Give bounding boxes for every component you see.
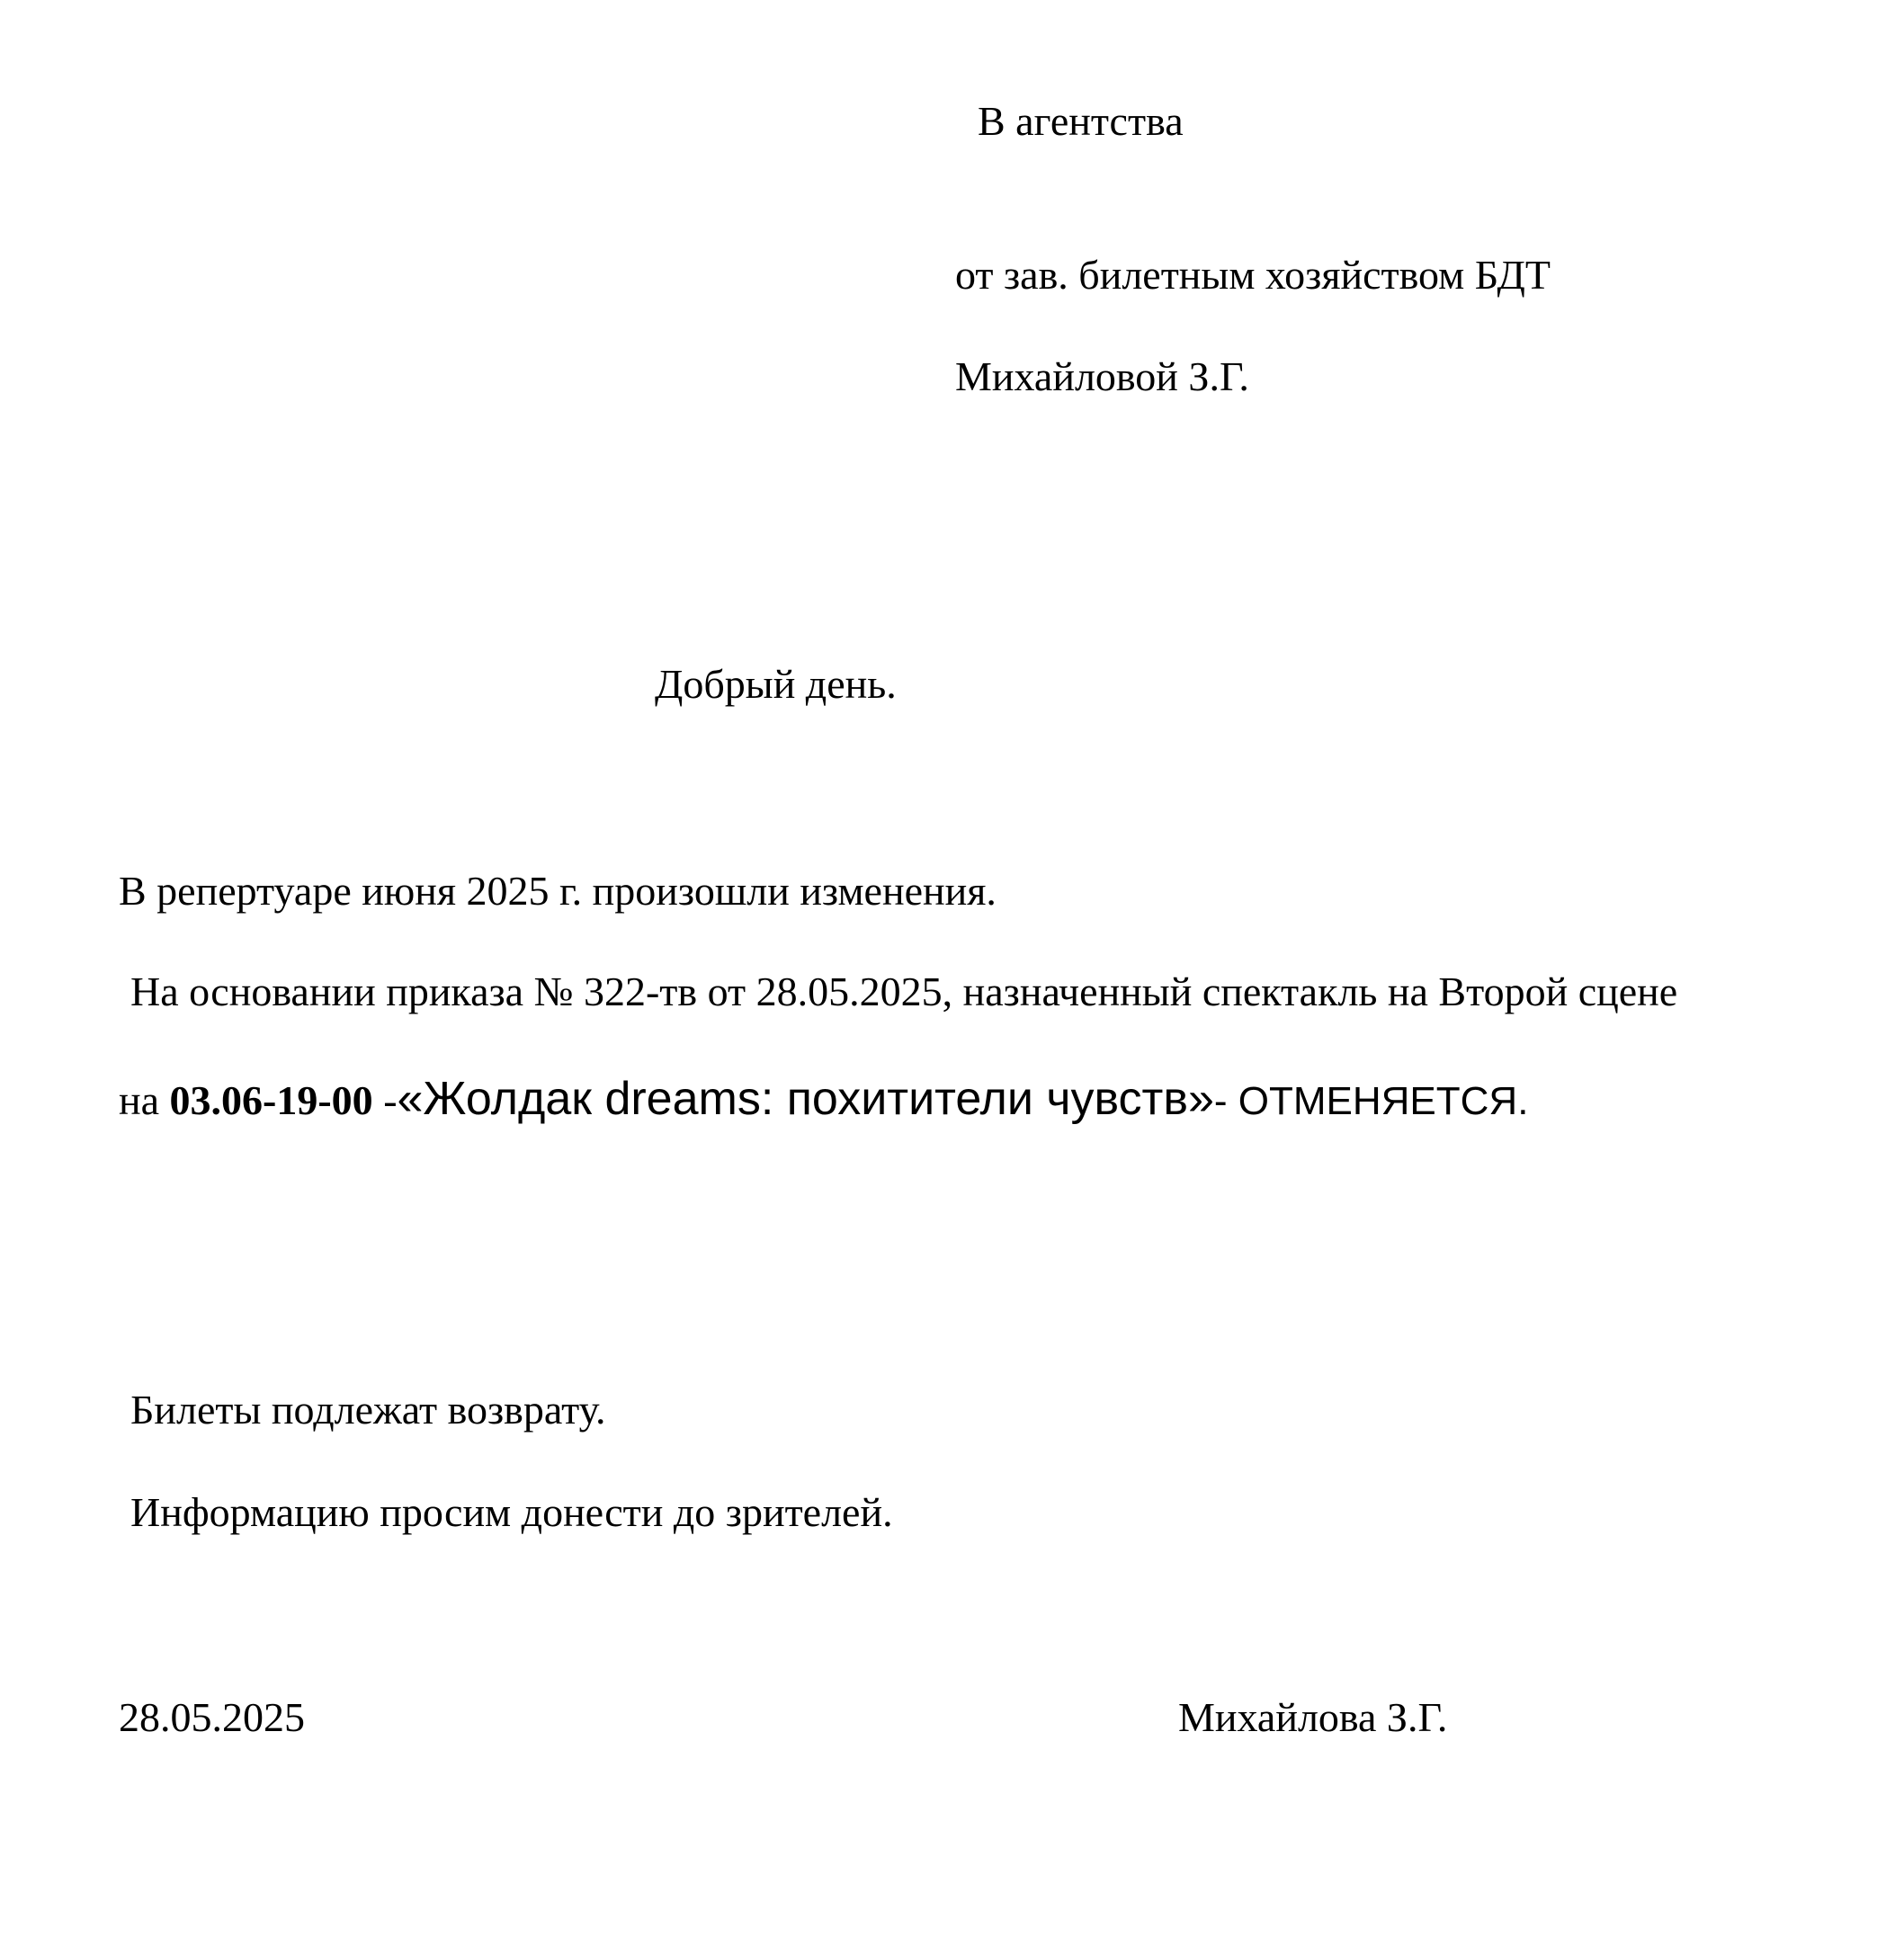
paragraph-inform-audience: Информацию просим донести до зрителей. bbox=[130, 1489, 893, 1535]
paragraph-ticket-refund: Билеты подлежат возврату. bbox=[130, 1387, 606, 1433]
paragraph-cancellation bbox=[119, 1073, 1529, 1125]
sender-name-line: Михайловой З.Г. bbox=[955, 353, 1249, 399]
cancellation-prefix: на bbox=[119, 1077, 170, 1123]
greeting: Добрый день. bbox=[655, 661, 897, 707]
performance-datetime: 03.06-19-00 bbox=[169, 1077, 373, 1123]
signature-name: Михайлова З.Г. bbox=[1178, 1694, 1448, 1740]
sender-title-line: от зав. билетным хозяйством БДТ bbox=[955, 252, 1551, 298]
paragraph-repertoire-change: В репертуаре июня 2025 г. произошли изменения. bbox=[119, 868, 997, 914]
cancellation-status: - ОТМЕНЯЕТСЯ. bbox=[1213, 1079, 1529, 1123]
addressee-line: В агентства bbox=[978, 98, 1184, 144]
document-date: 28.05.2025 bbox=[119, 1694, 305, 1740]
paragraph-order-basis: На основании приказа № 322-тв от 28.05.2025, назначенный спектакль на Второй сцене bbox=[130, 968, 1678, 1014]
performance-title: «Жолдак dreams: похитители чувств» bbox=[397, 1073, 1214, 1125]
cancellation-dash: - bbox=[372, 1077, 398, 1123]
